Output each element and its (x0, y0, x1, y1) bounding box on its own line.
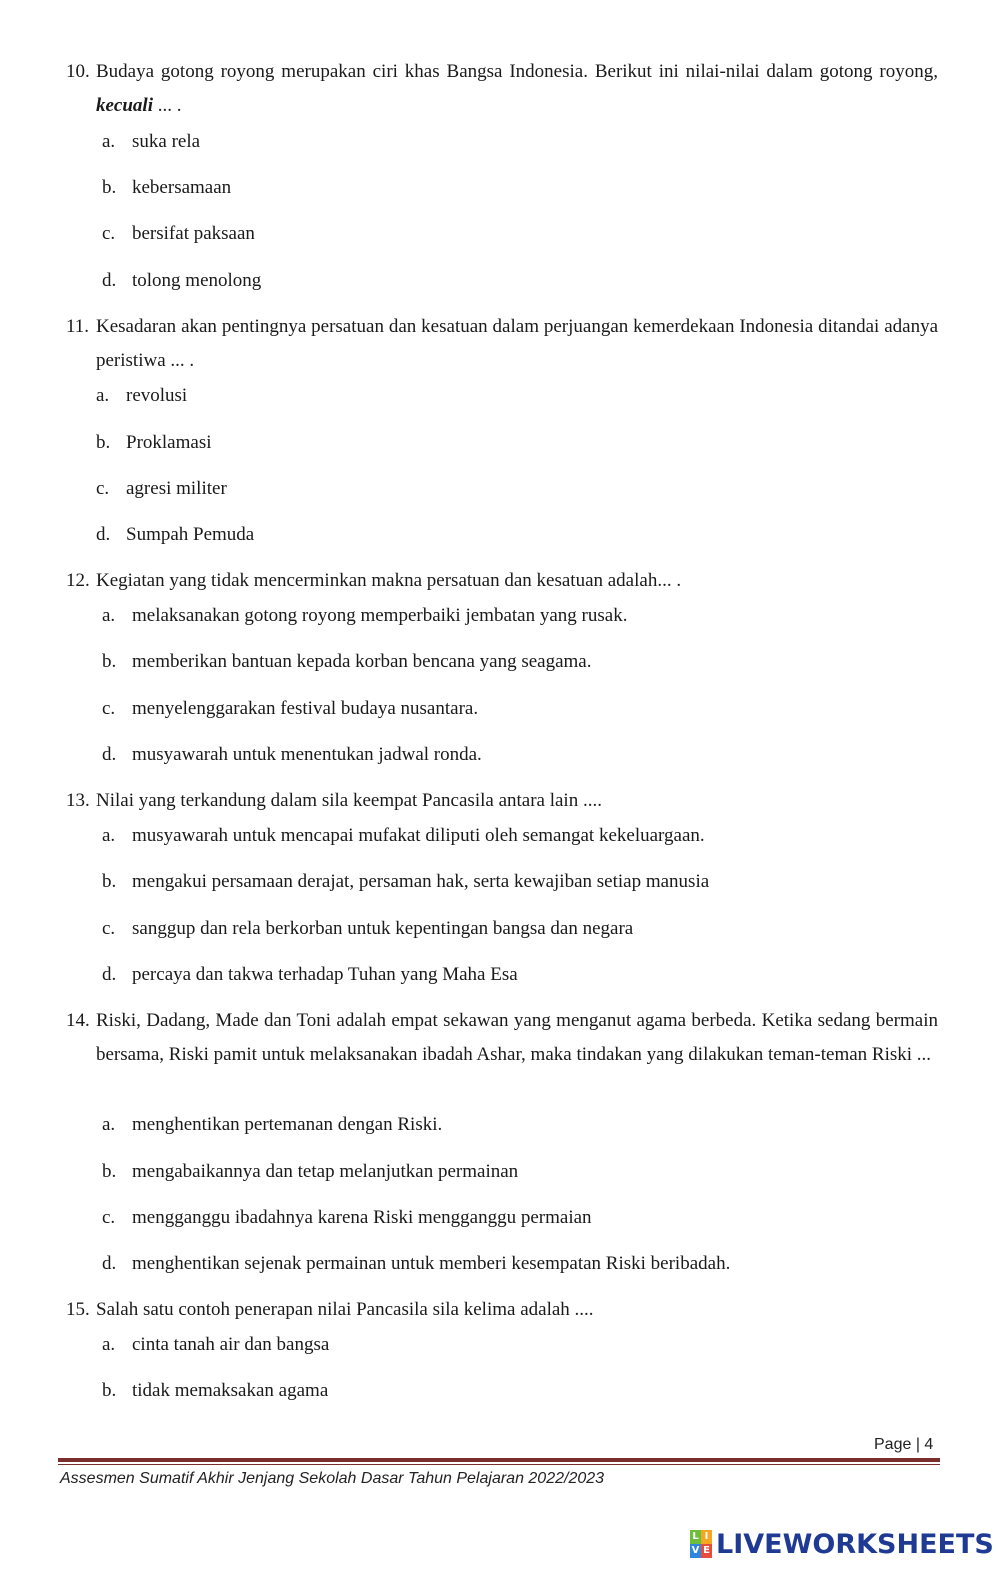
option-11a[interactable]: a. revolusi (96, 385, 188, 406)
option-14d[interactable]: d. menghentikan sejenak permainan untuk memberi kesempatan Riski beribadah. (102, 1253, 731, 1274)
option-13a[interactable]: a. musyawarah untuk mencapai mufakat diliputi oleh semangat kekeluargaan. (102, 825, 705, 846)
liveworksheets-icon: L I V E (690, 1530, 712, 1558)
brand-name: LIVEWORKSHEETS (716, 1528, 994, 1560)
liveworksheets-logo (690, 1528, 994, 1560)
footer-rule-thick (58, 1458, 940, 1462)
question-number: 13. (66, 790, 90, 811)
option-11b[interactable]: b. Proklamasi (96, 432, 212, 453)
option-10c[interactable]: c. bersifat paksaan (102, 223, 255, 244)
option-10b[interactable]: b. kebersamaan (102, 177, 232, 198)
option-11d[interactable]: d. Sumpah Pemuda (96, 524, 255, 545)
question-number: 11. (66, 316, 90, 337)
emphasis-word: kecuali (96, 95, 153, 116)
question-text: Kesadaran akan pentingnya persatuan dan kesatuan dalam perjuangan kemerdekaan Indonesia ditandai adanya peristiwa ... . (96, 316, 938, 371)
option-14c[interactable]: c. mengganggu ibadahnya karena Riski mengganggu permaian (102, 1207, 592, 1228)
question-text: Salah satu contoh penerapan nilai Pancasila sila kelima adalah .... (96, 1299, 594, 1320)
question-11 (66, 310, 938, 378)
option-12a[interactable]: a. melaksanakan gotong royong memperbaiki jembatan yang rusak. (102, 605, 628, 626)
option-15b[interactable]: b. tidak memaksakan agama (102, 1380, 329, 1401)
option-13c[interactable]: c. sanggup dan rela berkorban untuk kepentingan bangsa dan negara (102, 918, 634, 939)
question-15 (66, 1293, 938, 1327)
question-text: Riski, Dadang, Made dan Toni adalah empat sekawan yang menganut agama berbeda. Ketika sedang bermain bersama, Riski pamit untuk melaksanakan ibadah Ashar, maka tindakan yang dilakukan teman-teman Riski ... (96, 1010, 938, 1065)
question-text: Budaya gotong royong merupakan ciri khas Bangsa Indonesia. Berikut ini nilai-nilai dalam gotong royong, kecuali ... . (96, 61, 938, 116)
question-14 (66, 1004, 938, 1072)
option-13d[interactable]: d. percaya dan takwa terhadap Tuhan yang Maha Esa (102, 964, 518, 985)
option-10d[interactable]: d. tolong menolong (102, 270, 262, 291)
question-number: 14. (66, 1010, 90, 1031)
option-13b[interactable]: b. mengakui persamaan derajat, persaman hak, serta kewajiban setiap manusia (102, 871, 710, 892)
question-text: Nilai yang terkandung dalam sila keempat Pancasila antara lain .... (96, 790, 602, 811)
question-number: 15. (66, 1299, 90, 1320)
question-number: 10. (66, 61, 90, 82)
option-15a[interactable]: a. cinta tanah air dan bangsa (102, 1334, 330, 1355)
question-10 (66, 55, 938, 123)
footer-text: Assesmen Sumatif Akhir Jenjang Sekolah Dasar Tahun Pelajaran 2022/2023 (60, 1470, 605, 1487)
option-10a[interactable]: a. suka rela (102, 131, 201, 152)
question-12 (66, 564, 938, 598)
page-number: Page | 4 (874, 1436, 934, 1453)
option-12c[interactable]: c. menyelenggarakan festival budaya nusantara. (102, 698, 479, 719)
option-11c[interactable]: c. agresi militer (96, 478, 227, 499)
option-12b[interactable]: b. memberikan bantuan kepada korban bencana yang seagama. (102, 651, 592, 672)
footer-rule-thin (58, 1464, 940, 1465)
question-13 (66, 784, 938, 818)
option-14b[interactable]: b. mengabaikannya dan tetap melanjutkan permainan (102, 1161, 519, 1182)
question-number: 12. (66, 570, 90, 591)
option-12d[interactable]: d. musyawarah untuk menentukan jadwal ronda. (102, 744, 482, 765)
question-text: Kegiatan yang tidak mencerminkan makna persatuan dan kesatuan adalah... . (96, 570, 682, 591)
option-14a[interactable]: a. menghentikan pertemanan dengan Riski. (102, 1114, 443, 1135)
